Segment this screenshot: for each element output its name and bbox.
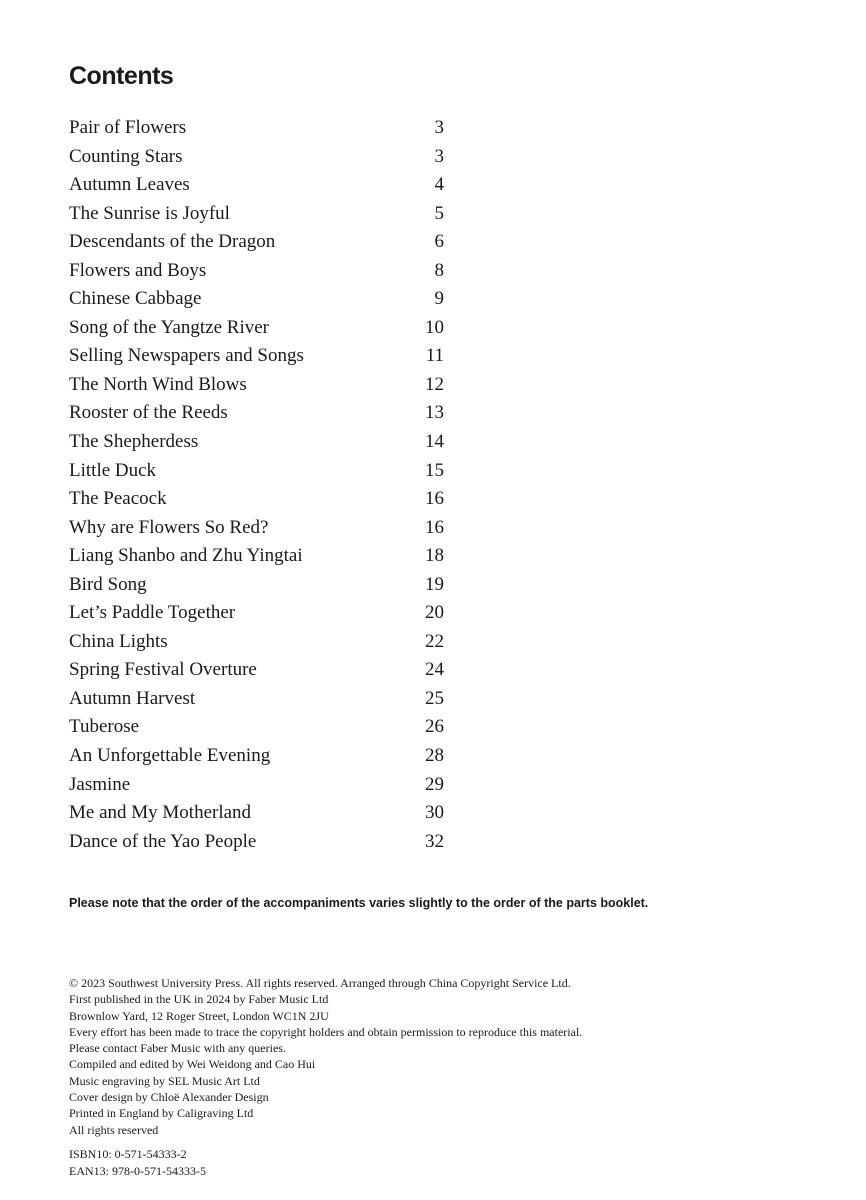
entry-page: 13 xyxy=(425,402,444,424)
contents-entry xyxy=(69,571,444,600)
entry-page: 8 xyxy=(434,259,444,281)
contents-entry xyxy=(69,713,444,742)
entry-page: 19 xyxy=(425,573,444,595)
entry-title: Flowers and Boys xyxy=(69,259,207,281)
entry-page: 3 xyxy=(434,117,444,138)
contents-entry xyxy=(69,485,444,514)
contents-entry xyxy=(69,114,444,143)
entry-page: 15 xyxy=(425,459,444,481)
contents-entry xyxy=(69,228,444,257)
contents-entry xyxy=(69,285,444,314)
entry-title: Bird Song xyxy=(69,573,147,595)
entry-title: The North Wind Blows xyxy=(69,373,247,395)
imprint-line: Please contact Faber Music with any queries. xyxy=(69,1041,286,1056)
entry-page: 22 xyxy=(425,630,444,652)
entry-title: Selling Newspapers and Songs xyxy=(69,345,304,367)
entry-title: Autumn Harvest xyxy=(69,687,196,709)
entry-title: Rooster of the Reeds xyxy=(69,402,228,424)
contents-entry xyxy=(69,828,444,857)
contents-entry xyxy=(69,399,444,428)
entry-title: Descendants of the Dragon xyxy=(69,231,276,253)
contents-entry xyxy=(69,771,444,800)
entry-title: The Shepherdess xyxy=(69,431,199,453)
entry-page: 5 xyxy=(434,202,444,224)
entry-title: Little Duck xyxy=(69,459,157,481)
page-title: Contents xyxy=(69,62,174,90)
isbn-line: EAN13: 978-0-571-54333-5 xyxy=(69,1164,206,1178)
entry-page: 9 xyxy=(434,288,444,310)
contents-entry xyxy=(69,342,444,371)
entry-title: Spring Festival Overture xyxy=(69,659,257,681)
contents-entry xyxy=(69,656,444,685)
entry-title: Counting Stars xyxy=(69,145,183,167)
entry-page: 16 xyxy=(425,516,444,538)
entry-page: 29 xyxy=(425,773,444,795)
entry-page: 4 xyxy=(434,174,444,196)
entry-page: 26 xyxy=(425,716,444,738)
entry-title: An Unforgettable Evening xyxy=(69,745,271,767)
entry-page: 6 xyxy=(434,231,444,253)
entry-page: 14 xyxy=(425,431,444,453)
entry-title: Let’s Paddle Together xyxy=(69,602,236,624)
entry-title: Liang Shanbo and Zhu Yingtai xyxy=(69,545,303,567)
imprint-line: Brownlow Yard, 12 Roger Street, London WC1N 2JU xyxy=(69,1008,329,1023)
isbn-block xyxy=(69,1146,206,1180)
imprint-line: Music engraving by SEL Music Art Ltd xyxy=(69,1073,260,1088)
entry-title: Tuberose xyxy=(69,716,140,738)
entry-page: 30 xyxy=(425,802,444,824)
contents-list xyxy=(69,114,444,856)
entry-title: Me and My Motherland xyxy=(69,802,252,824)
entry-page: 25 xyxy=(425,687,444,709)
contents-entry xyxy=(69,742,444,771)
entry-title: Pair of Flowers xyxy=(69,117,187,138)
entry-page: 18 xyxy=(425,545,444,567)
contents-entry xyxy=(69,371,444,400)
contents-entry xyxy=(69,628,444,657)
entry-page: 11 xyxy=(425,345,444,367)
contents-entry xyxy=(69,257,444,286)
imprint-line: Printed in England by Caligraving Ltd xyxy=(69,1106,254,1121)
imprint-line: Compiled and edited by Wei Weidong and Cao Hui xyxy=(69,1057,316,1072)
entry-title: The Peacock xyxy=(69,488,167,510)
contents-entry xyxy=(69,314,444,343)
entry-page: 32 xyxy=(425,830,444,852)
entry-title: Why are Flowers So Red? xyxy=(69,516,269,538)
imprint-line: All rights reserved xyxy=(69,1122,159,1137)
contents-entry xyxy=(69,599,444,628)
entry-page: 10 xyxy=(425,316,444,338)
contents-entry xyxy=(69,171,444,200)
imprint-line: First published in the UK in 2024 by Faber Music Ltd xyxy=(69,992,329,1007)
contents-entry xyxy=(69,457,444,486)
imprint-line: Cover design by Chloë Alexander Design xyxy=(69,1090,269,1105)
entry-title: Song of the Yangtze River xyxy=(69,316,270,338)
entry-page: 16 xyxy=(425,488,444,510)
contents-entry xyxy=(69,200,444,229)
entry-title: Chinese Cabbage xyxy=(69,288,202,310)
contents-entry xyxy=(69,514,444,543)
entry-title: Autumn Leaves xyxy=(69,174,190,196)
imprint-line: Every effort has been made to trace the copyright holders and obtain permission to reproduce this material. xyxy=(69,1024,583,1039)
entry-title: Jasmine xyxy=(69,773,131,795)
entry-title: Dance of the Yao People xyxy=(69,830,257,852)
contents-entry xyxy=(69,143,444,172)
imprint-line: © 2023 Southwest University Press. All rights reserved. Arranged through China Copyright Service Ltd. xyxy=(69,976,571,990)
isbn-line: ISBN10: 0-571-54333-2 xyxy=(69,1147,187,1161)
contents-entry xyxy=(69,542,444,571)
order-note: Please note that the order of the accompaniments varies slightly to the order of the parts booklet. xyxy=(69,896,649,910)
imprint xyxy=(69,975,582,1138)
entry-page: 20 xyxy=(425,602,444,624)
entry-title: China Lights xyxy=(69,630,168,652)
entry-page: 28 xyxy=(425,745,444,767)
contents-entry xyxy=(69,685,444,714)
entry-page: 24 xyxy=(425,659,444,681)
entry-page: 3 xyxy=(434,145,444,167)
contents-entry xyxy=(69,799,444,828)
entry-page: 12 xyxy=(425,373,444,395)
contents-entry xyxy=(69,428,444,457)
entry-title: The Sunrise is Joyful xyxy=(69,202,230,224)
